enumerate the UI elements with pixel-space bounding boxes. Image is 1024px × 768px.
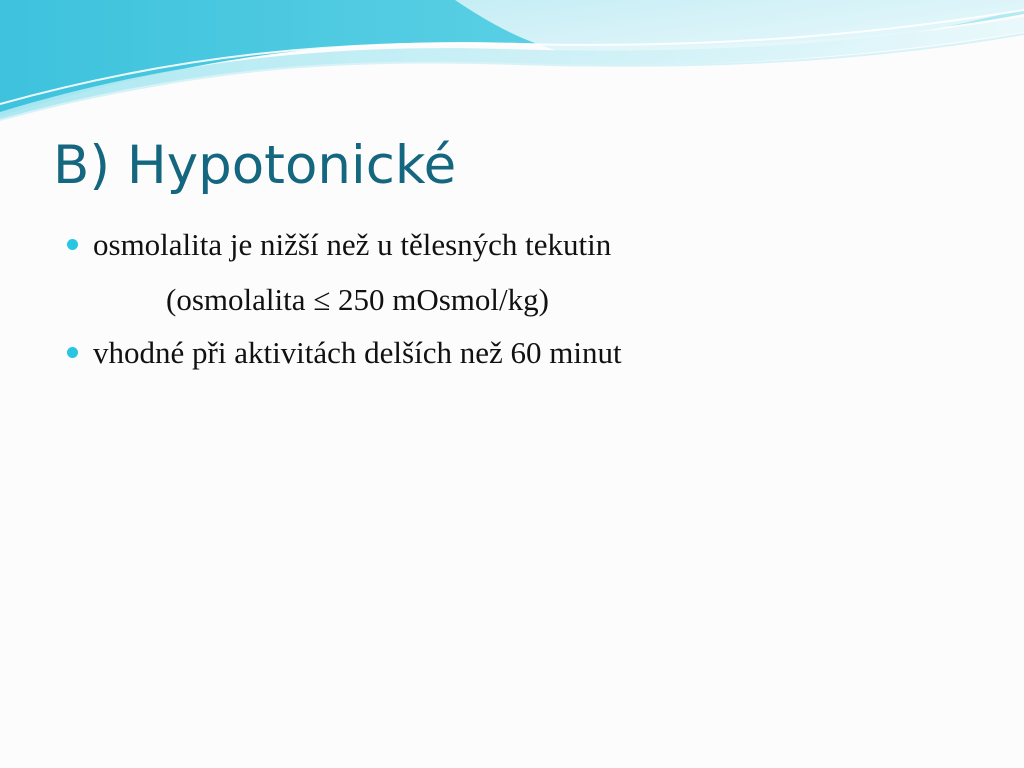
round-bullet-icon (67, 347, 78, 358)
bullet-item-text: vhodné při aktivitách delších než 60 minut (93, 335, 622, 370)
slide-title: B) Hypotonické (53, 135, 457, 196)
bullet-item-text: osmolalita je nižší než u tělesných tekutin (93, 227, 612, 262)
round-bullet-icon (67, 239, 78, 250)
bullet-item-continuation: (osmolalita ≤ 250 mOsmol/kg) (166, 282, 549, 317)
